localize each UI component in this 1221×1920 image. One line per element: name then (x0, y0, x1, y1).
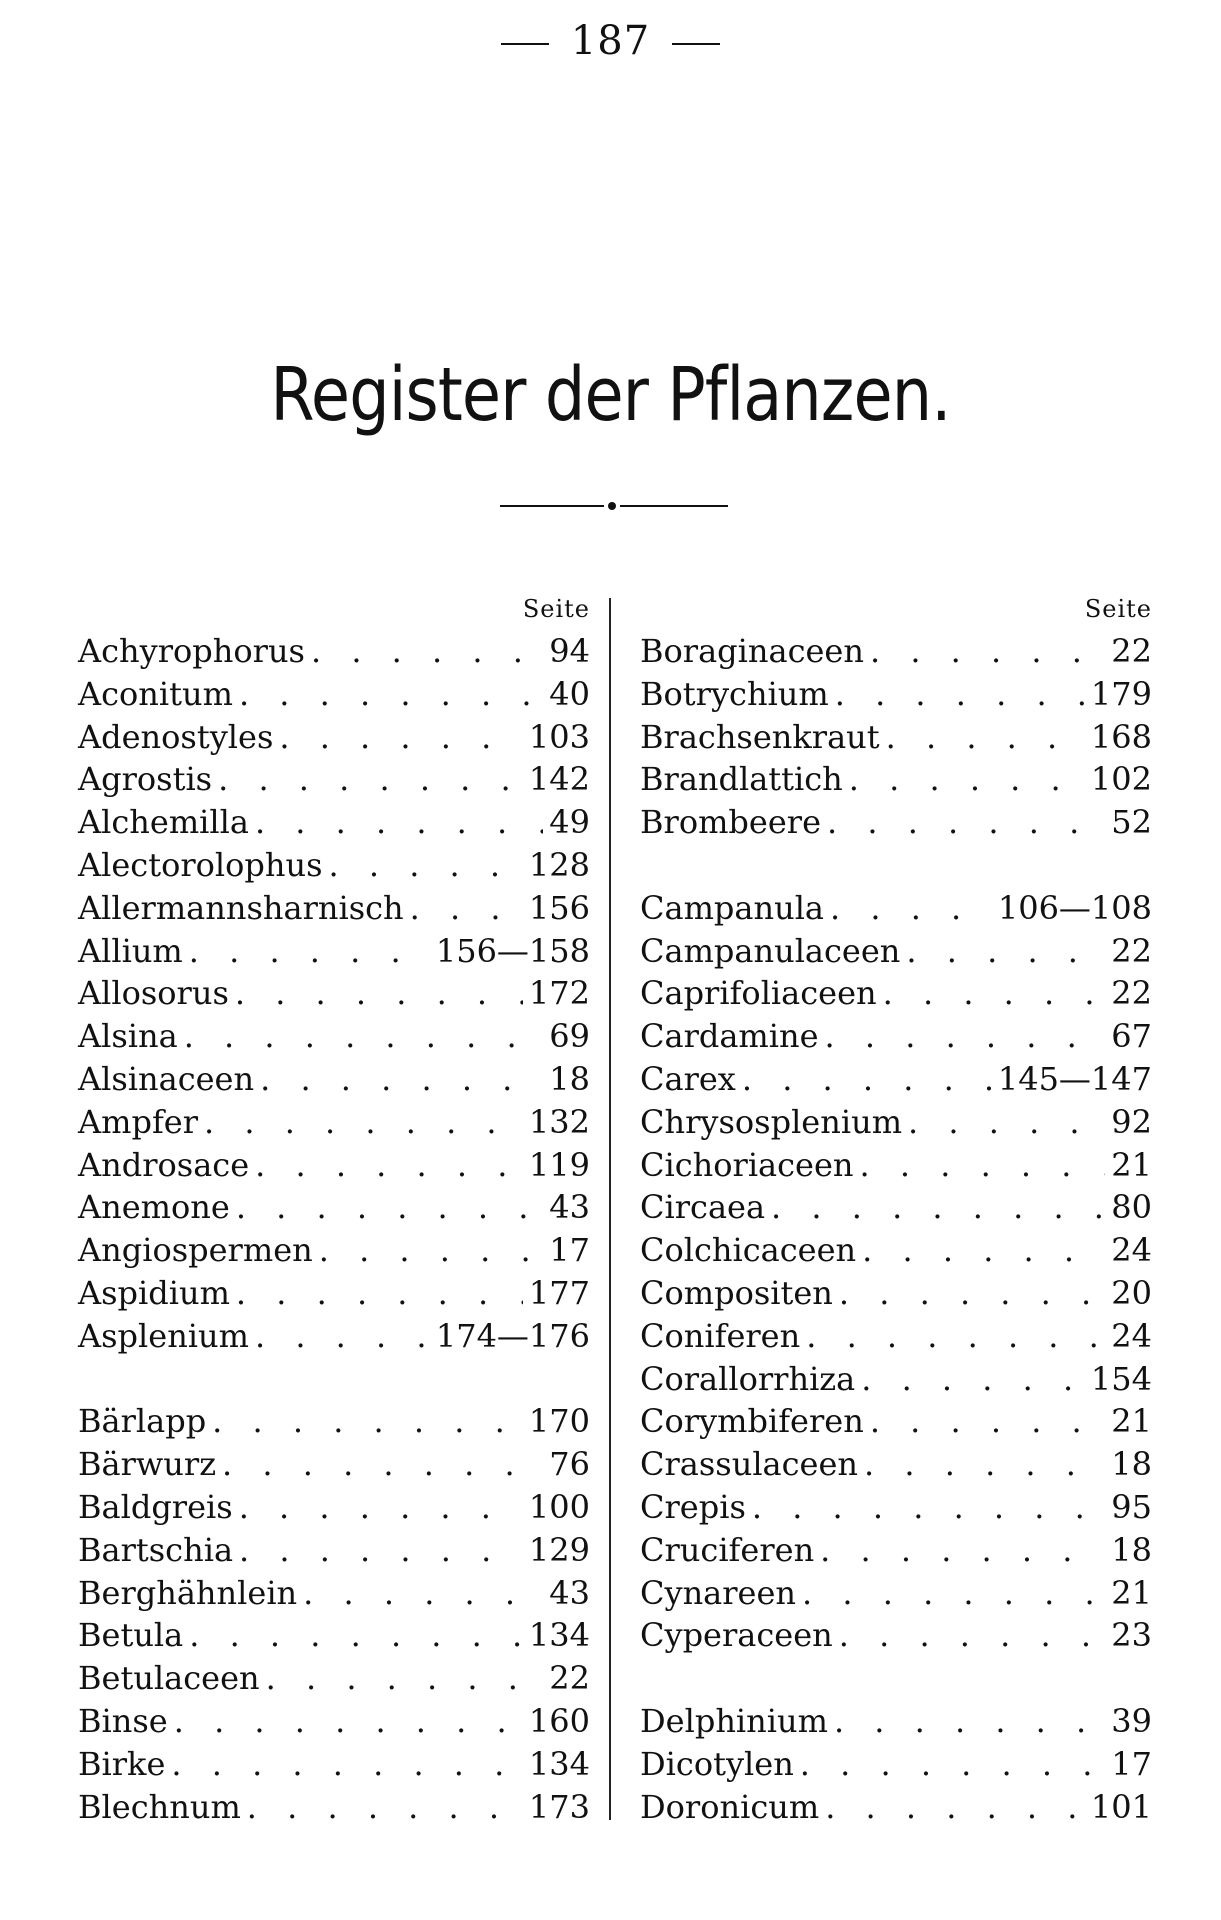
index-entry (640, 1358, 1152, 1401)
index-entry (78, 1743, 590, 1786)
entry-page: 160 (528, 1701, 590, 1740)
index-entry (640, 1144, 1152, 1187)
entry-page: 17 (549, 1231, 590, 1270)
entry-name: Achyrophorus (78, 632, 305, 670)
index-entry (78, 1572, 590, 1615)
index-entry (78, 716, 590, 759)
index-entry (78, 1657, 590, 1700)
entry-page: 103 (528, 717, 590, 756)
entry-name: Delphinium (640, 1701, 828, 1740)
index-entry (78, 1315, 590, 1358)
entry-page: 102 (1090, 760, 1152, 799)
entry-page: 76 (549, 1445, 590, 1484)
leader-dots (835, 673, 1085, 716)
entry-page: 134 (528, 1744, 590, 1783)
entry-page: 134 (528, 1616, 590, 1655)
index-entry (78, 1400, 590, 1443)
index-entry (78, 1786, 590, 1829)
page-number-dash-left (501, 43, 549, 45)
entry-name: Aspidium (78, 1273, 230, 1312)
entry-page: 156—158 (435, 931, 590, 970)
entry-page: 52 (1111, 803, 1152, 842)
blank-row (78, 1358, 590, 1401)
index-entry (78, 972, 590, 1015)
entry-page: 43 (549, 1188, 590, 1227)
entry-page: 92 (1111, 1102, 1152, 1141)
index-entry (78, 801, 590, 844)
leader-dots (174, 1700, 523, 1743)
index-entry (640, 716, 1152, 759)
index-entry (78, 887, 590, 930)
leader-dots (820, 1529, 1105, 1572)
leader-dots (864, 1443, 1105, 1486)
index-entry (78, 1229, 590, 1272)
index-entry (640, 673, 1152, 716)
entry-name: Compositen (640, 1273, 833, 1312)
leader-dots (742, 1058, 992, 1101)
index-entry (640, 1443, 1152, 1486)
entry-page: 18 (1111, 1530, 1152, 1569)
leader-dots (204, 1101, 523, 1144)
leader-dots (906, 930, 1105, 973)
entry-name: Brandlattich (640, 760, 843, 799)
entry-page: 80 (1111, 1188, 1152, 1227)
entry-name: Bärwurz (78, 1445, 217, 1484)
leader-dots (839, 1614, 1106, 1657)
leader-dots (303, 1572, 543, 1615)
entry-page: 142 (528, 760, 590, 799)
entry-page: 69 (549, 1017, 590, 1056)
entry-page: 101 (1090, 1787, 1152, 1826)
entry-page: 168 (1090, 717, 1152, 756)
entry-name: Adenostyles (78, 717, 274, 756)
entry-name: Baldgreis (78, 1487, 233, 1526)
index-entry (78, 1614, 590, 1657)
entry-page: 156 (528, 888, 590, 927)
index-entry (640, 1229, 1152, 1272)
entry-page: 22 (1111, 632, 1152, 670)
leader-dots (236, 1186, 543, 1229)
entry-name: Cruciferen (640, 1530, 815, 1569)
index-entry (78, 630, 590, 673)
leader-dots (827, 801, 1105, 844)
entry-name: Cichoriaceen (640, 1145, 854, 1184)
entry-name: Corymbiferen (640, 1402, 864, 1441)
blank-row (640, 1657, 1152, 1700)
leader-dots (860, 1144, 1106, 1187)
entry-name: Betulaceen (78, 1659, 260, 1698)
leader-dots (218, 758, 523, 801)
entry-page: 172 (528, 974, 590, 1013)
index-entry (640, 1572, 1152, 1615)
leader-dots (870, 630, 1105, 673)
entry-page: 21 (1111, 1402, 1152, 1441)
index-entry (78, 844, 590, 887)
leader-dots (830, 887, 992, 930)
index-entry (78, 1101, 590, 1144)
index-entry (640, 1272, 1152, 1315)
index-entry (78, 1058, 590, 1101)
entry-name: Botrychium (640, 674, 829, 713)
entry-name: Circaea (640, 1188, 766, 1227)
leader-dots (266, 1657, 544, 1700)
index-entry (78, 1186, 590, 1229)
entry-name: Anemone (78, 1188, 230, 1227)
leader-dots (870, 1400, 1105, 1443)
leader-dots (184, 1015, 544, 1058)
index-entry (640, 1186, 1152, 1229)
leader-dots (247, 1786, 523, 1829)
entry-name: Dicotylen (640, 1744, 794, 1783)
index-entry (640, 1743, 1152, 1786)
entry-page: 40 (549, 674, 590, 713)
leader-dots (255, 1315, 430, 1358)
leader-dots (255, 1144, 523, 1187)
leader-dots (908, 1101, 1105, 1144)
leader-dots (255, 801, 543, 844)
column-header-seite: Seite (1084, 595, 1152, 623)
leader-dots (839, 1272, 1105, 1315)
entry-page: 170 (528, 1402, 590, 1441)
leader-dots (410, 887, 523, 930)
entry-page: 21 (1111, 1573, 1152, 1612)
index-entry (640, 1315, 1152, 1358)
leader-dots (319, 1229, 544, 1272)
entry-name: Boraginaceen (640, 632, 864, 670)
entry-page: 128 (528, 845, 590, 884)
leader-dots (239, 1486, 523, 1529)
leader-dots (806, 1315, 1105, 1358)
index-entry (640, 1015, 1152, 1058)
leader-dots (861, 1358, 1085, 1401)
entry-name: Alsinaceen (78, 1059, 255, 1098)
entry-name: Cynareen (640, 1573, 797, 1612)
entry-name: Crepis (640, 1487, 746, 1526)
leader-dots (752, 1486, 1105, 1529)
index-entry (640, 801, 1152, 844)
entry-page: 18 (549, 1059, 590, 1098)
page-number-text: 187 (570, 18, 651, 64)
leader-dots (171, 1743, 523, 1786)
leader-dots (862, 1229, 1105, 1272)
index-entry (78, 1144, 590, 1187)
index-entry (78, 758, 590, 801)
title-ornament (500, 500, 728, 512)
entry-name: Campanulaceen (640, 931, 901, 970)
index-entry (640, 1614, 1152, 1657)
leader-dots (236, 1272, 523, 1315)
leader-dots (260, 1058, 543, 1101)
entry-page: 129 (528, 1530, 590, 1569)
entry-name: Asplenium (78, 1316, 249, 1355)
index-entry (78, 673, 590, 716)
entry-name: Corallorrhiza (640, 1359, 856, 1398)
index-entry (78, 1700, 590, 1743)
index-column-right (640, 588, 1152, 1828)
entry-name: Brachsenkraut (640, 717, 880, 756)
index-column-left (78, 588, 590, 1828)
entry-name: Cyperaceen (640, 1616, 833, 1655)
entry-page: 21 (1111, 1145, 1152, 1184)
entry-name: Berghähnlein (78, 1573, 298, 1612)
entry-page: 18 (1111, 1445, 1152, 1484)
entry-page: 94 (549, 632, 590, 670)
entry-page: 106—108 (997, 888, 1152, 927)
index-entry (640, 630, 1152, 673)
leader-dots (189, 1614, 523, 1657)
page-number-dash-right (672, 43, 720, 45)
entry-list-right (640, 630, 1152, 1828)
entry-page: 22 (1111, 931, 1152, 970)
entry-name: Caprifoliaceen (640, 974, 877, 1013)
leader-dots (239, 673, 543, 716)
entry-name: Bärlapp (78, 1402, 207, 1441)
index-entry (78, 1015, 590, 1058)
index-entry (78, 1529, 590, 1572)
entry-page: 119 (528, 1145, 590, 1184)
index-entry (78, 1272, 590, 1315)
leader-dots (189, 930, 430, 973)
entry-page: 39 (1111, 1701, 1152, 1740)
index-entry (640, 930, 1152, 973)
entry-name: Angiospermen (78, 1231, 313, 1270)
index-entry (640, 887, 1152, 930)
index-entry (640, 1700, 1152, 1743)
column-header-seite: Seite (522, 595, 590, 623)
entry-page: 174—176 (435, 1316, 590, 1355)
index-entry (78, 930, 590, 973)
entry-name: Aconitum (78, 674, 233, 713)
entry-page: 177 (528, 1273, 590, 1312)
entry-name: Bartschia (78, 1530, 234, 1569)
index-entry (640, 1400, 1152, 1443)
leader-dots (849, 758, 1085, 801)
leader-dots (235, 972, 523, 1015)
entry-page: 132 (528, 1102, 590, 1141)
entry-name: Alsina (78, 1017, 178, 1056)
entry-page: 22 (549, 1659, 590, 1698)
entry-name: Blechnum (78, 1787, 241, 1826)
entry-name: Ampfer (78, 1102, 199, 1141)
entry-page: 24 (1111, 1316, 1152, 1355)
entry-name: Campanula (640, 888, 824, 927)
blank-row (640, 844, 1152, 887)
leader-dots (329, 844, 523, 887)
entry-page: 49 (549, 803, 590, 842)
leader-dots (239, 1529, 523, 1572)
leader-dots (825, 1015, 1106, 1058)
entry-name: Colchicaceen (640, 1231, 857, 1270)
page-title: Register der Pflanzen. (270, 352, 951, 438)
entry-name: Cardamine (640, 1017, 819, 1056)
entry-page: 22 (1111, 974, 1152, 1013)
leader-dots (802, 1572, 1105, 1615)
entry-page: 154 (1090, 1359, 1152, 1398)
entry-name: Androsace (78, 1145, 250, 1184)
leader-dots (311, 630, 543, 673)
index-entry (640, 1101, 1152, 1144)
entry-page: 43 (549, 1573, 590, 1612)
entry-name: Alchemilla (78, 803, 249, 842)
index-entry (640, 1529, 1152, 1572)
entry-name: Allermannsharnisch (78, 888, 404, 927)
leader-dots (886, 716, 1085, 759)
entry-name: Crassulaceen (640, 1445, 859, 1484)
leader-dots (800, 1743, 1105, 1786)
entry-name: Allium (78, 931, 183, 970)
index-entry (78, 1443, 590, 1486)
entry-name: Agrostis (78, 760, 213, 799)
entry-page: 17 (1111, 1744, 1152, 1783)
entry-page: 95 (1111, 1487, 1152, 1526)
index-entry (640, 1786, 1152, 1829)
leader-dots (883, 972, 1106, 1015)
entry-name: Allosorus (78, 974, 229, 1013)
index-entry (640, 972, 1152, 1015)
leader-dots (834, 1700, 1105, 1743)
entry-page: 67 (1111, 1017, 1152, 1056)
entry-page: 179 (1090, 674, 1152, 713)
entry-name: Doronicum (640, 1787, 820, 1826)
index-entry (640, 1058, 1152, 1101)
leader-dots (222, 1443, 543, 1486)
entry-page: 173 (528, 1787, 590, 1826)
index-entry (78, 1486, 590, 1529)
entry-page: 20 (1111, 1273, 1152, 1312)
entry-name: Brombeere (640, 803, 822, 842)
entry-name: Alectorolophus (78, 845, 323, 884)
entry-name: Binse (78, 1701, 168, 1740)
entry-page: 23 (1111, 1616, 1152, 1655)
entry-page: 145—147 (997, 1059, 1152, 1098)
entry-name: Carex (640, 1059, 736, 1098)
column-divider (609, 598, 611, 1820)
leader-dots (212, 1400, 523, 1443)
leader-dots (771, 1186, 1105, 1229)
leader-dots (279, 716, 523, 759)
entry-name: Coniferen (640, 1316, 801, 1355)
entry-page: 24 (1111, 1231, 1152, 1270)
entry-page: 100 (528, 1487, 590, 1526)
index-entry (640, 758, 1152, 801)
page-number (0, 18, 1221, 64)
entry-list-left (78, 630, 590, 1828)
entry-name: Birke (78, 1744, 166, 1783)
entry-name: Chrysosplenium (640, 1102, 903, 1141)
leader-dots (825, 1786, 1085, 1829)
index-entry (640, 1486, 1152, 1529)
entry-name: Betula (78, 1616, 184, 1655)
